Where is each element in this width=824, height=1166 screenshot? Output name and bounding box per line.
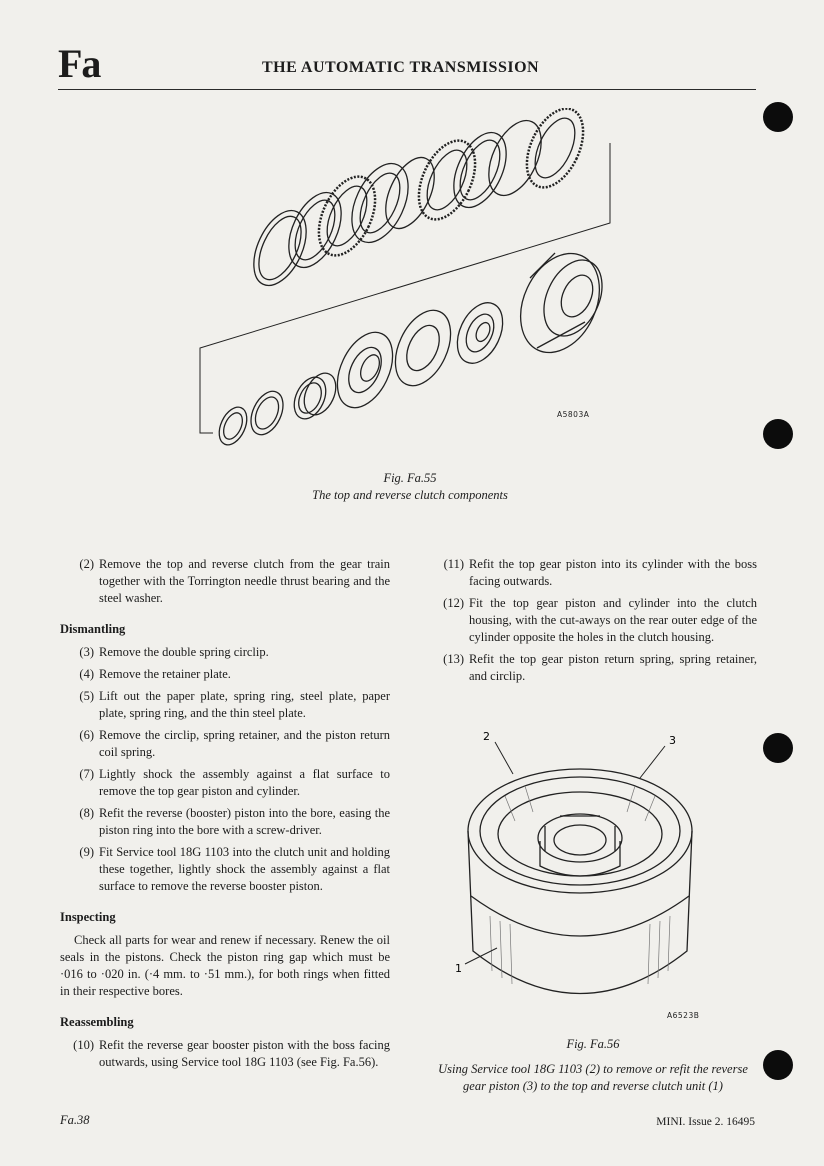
step-item: (3) Remove the double spring circlip. [79,645,269,659]
figure-56-number: Fig. Fa.56 [566,1037,620,1051]
inspecting-heading: Inspecting [60,910,116,924]
step-item: (7) Lightly shock the assembly against a flat surface to remove the top gear piston and cylinder. [79,767,390,798]
figure-55-number: Fig. Fa.55 [383,471,437,485]
step-item: (2) Remove the top and reverse clutch from the gear train together with the Torrington needle thrust bearing and the steel washer. [79,557,390,605]
figure-56-caption [433,1036,753,1095]
punch-hole [763,102,793,132]
figure-55-part-code: A5803A [557,410,590,419]
punch-hole [763,419,793,449]
punch-hole [763,733,793,763]
callout-2: 2 [483,730,490,743]
figure-56-part-code: A6523B [667,1011,700,1020]
step-item: (13) Refit the top gear piston return spring, spring retainer, and circlip. [443,652,757,683]
right-column [430,556,757,690]
page-title: THE AUTOMATIC TRANSMISSION [262,59,540,76]
section-letter: Fa [58,41,101,86]
step-item: (12) Fit the top gear piston and cylinder into the clutch housing, with the cut-aways on the rear outer edge of the cylinder opposite the holes in the clutch housing. [443,596,757,644]
step-item: (10) Refit the reverse gear booster piston with the boss facing outwards, using Service tool 18G 1103 (see Fig. Fa.56). [73,1038,390,1069]
page-number: Fa.38 [60,1113,90,1127]
step-item: (9) Fit Service tool 18G 1103 into the clutch unit and holding these together, lightly shock the assembly against a flat surface to remove the reverse booster piston. [79,845,390,893]
callout-3: 3 [669,734,676,747]
figure-56-caption-text: Using Service tool 18G 1103 (2) to remove or refit the reverse gear piston (3) to the top and reverse clutch unit (1) [438,1062,748,1093]
step-item: (4) Remove the retainer plate. [79,667,231,681]
step-item: (8) Refit the reverse (booster) piston into the bore, easing the piston ring into the bore with a screw-driver. [79,806,390,837]
callout-1: 1 [455,962,462,975]
left-column [60,556,390,1076]
inspecting-paragraph: Check all parts for wear and renew if necessary. Renew the oil seals in the pistons. Check the piston ring gap which must be ·016 to ·020 in. (·4 mm. to ·51 mm.), for both rings when fitted in their respective bores. [60,933,390,998]
reassembling-heading: Reassembling [60,1015,134,1029]
step-item: (6) Remove the circlip, spring retainer, and the piston return coil spring. [79,728,390,759]
header-rule [58,89,756,90]
dismantling-heading: Dismantling [60,622,126,636]
figure-55-caption [250,470,570,504]
step-item: (5) Lift out the paper plate, spring ring, steel plate, paper plate, spring ring, and the thin steel plate. [79,689,390,720]
punch-hole [763,1050,793,1080]
issue-info: MINI. Issue 2. 16495 [656,1116,755,1128]
clutch-components-illustration [185,108,630,448]
figure-55-caption-text: The top and reverse clutch components [312,488,508,502]
service-tool-illustration [445,726,715,1026]
step-item: (11) Refit the top gear piston into its cylinder with the boss facing outwards. [443,557,757,588]
